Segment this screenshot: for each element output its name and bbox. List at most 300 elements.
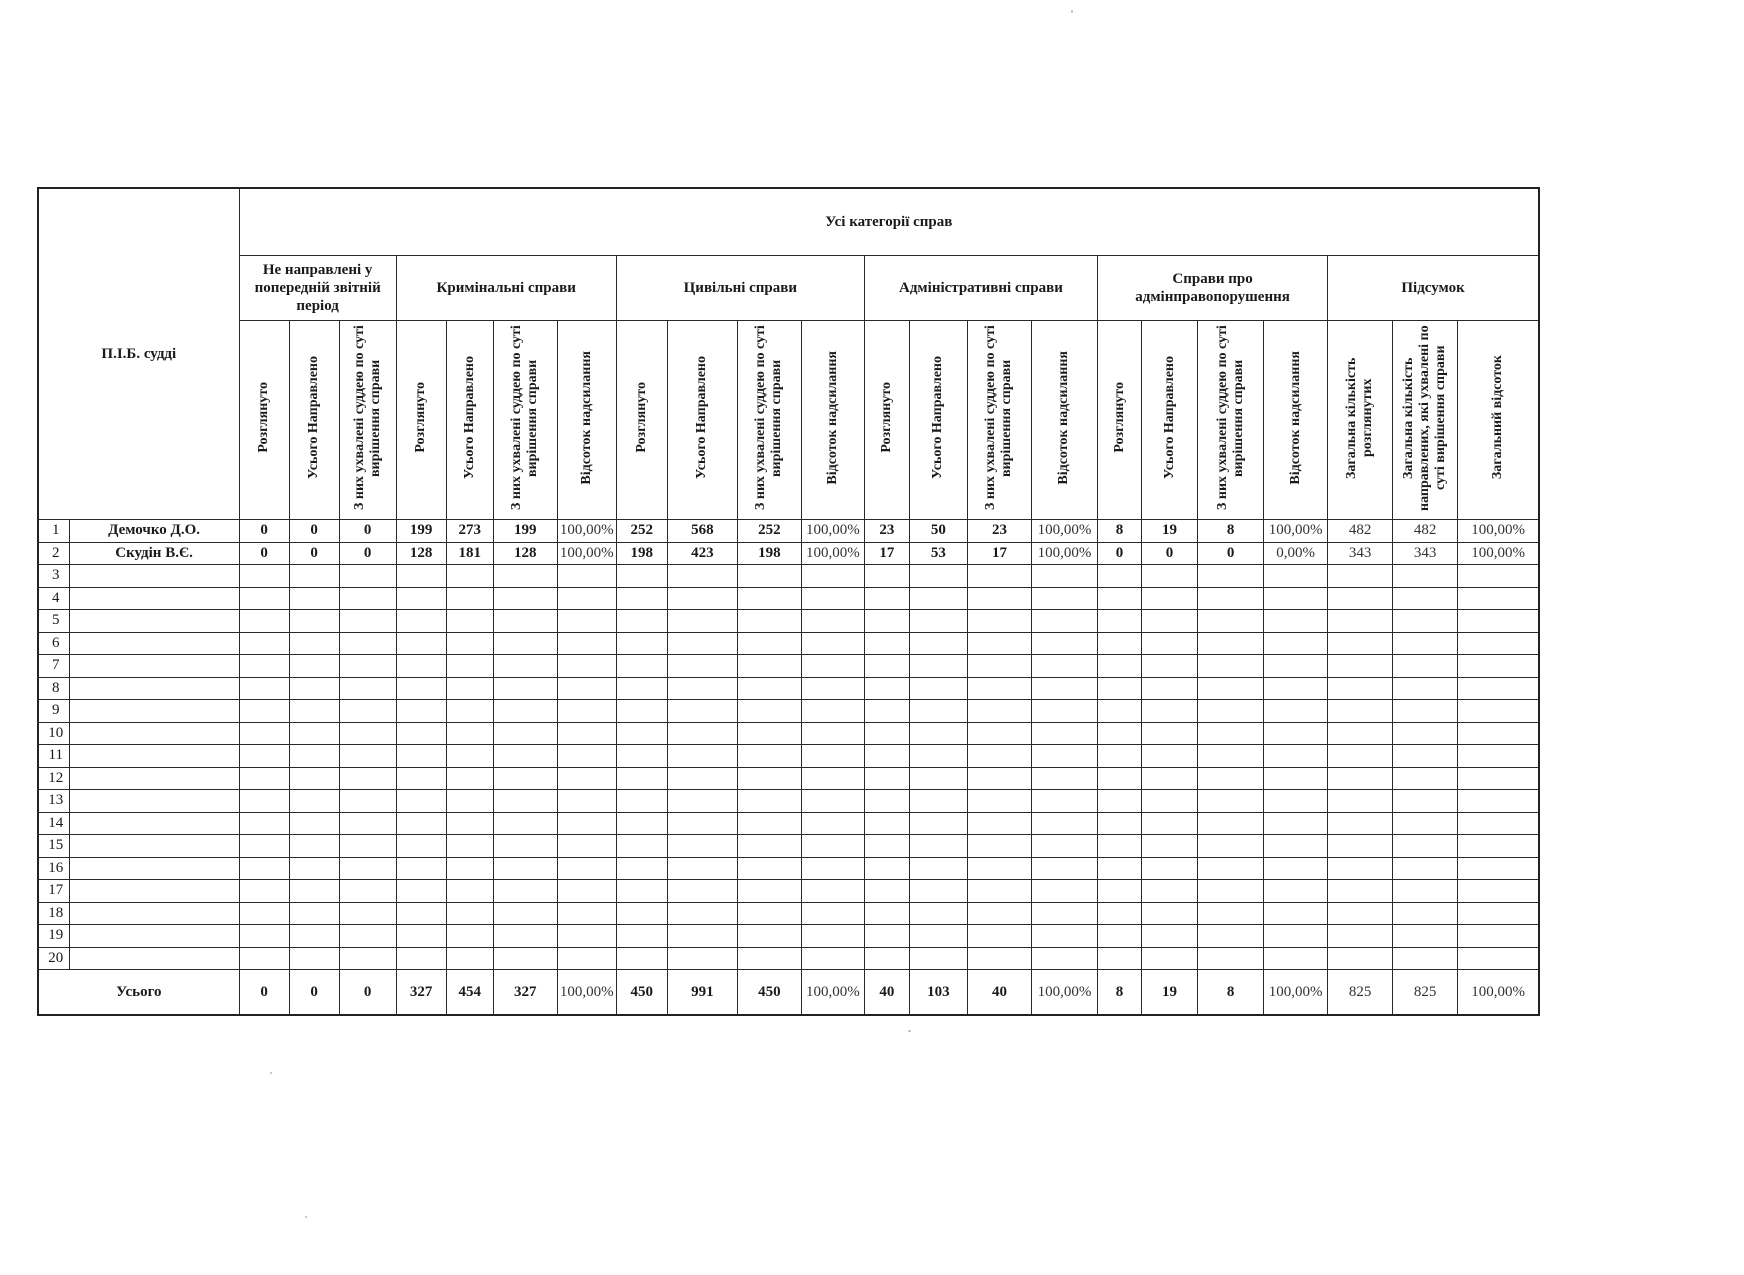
table-cell [493, 880, 557, 903]
table-cell [1393, 835, 1458, 858]
group-header-admin-offenses: Справи про адмінправопорушення [1098, 256, 1328, 321]
row-number: 6 [38, 632, 69, 655]
table-cell [864, 790, 909, 813]
table-cell [493, 812, 557, 835]
row-number: 17 [38, 880, 69, 903]
table-cell [493, 610, 557, 633]
table-cell [864, 880, 909, 903]
table-cell [239, 857, 289, 880]
table-cell [616, 902, 667, 925]
table-cell [396, 812, 446, 835]
column-header-label: Загальна кількість направлених, які ухвалені по суті вирішення справи [1401, 324, 1449, 511]
table-cell [289, 767, 339, 790]
table-cell [967, 700, 1031, 723]
table-cell [493, 700, 557, 723]
table-cell [339, 745, 396, 768]
table-cell [1142, 610, 1198, 633]
table-cell [1031, 790, 1097, 813]
table-cell [1098, 835, 1142, 858]
table-cell [1098, 587, 1142, 610]
column-header [446, 321, 493, 520]
row-number: 4 [38, 587, 69, 610]
table-row [38, 520, 1539, 543]
table-cell [289, 745, 339, 768]
table-cell [616, 587, 667, 610]
table-cell [1198, 857, 1264, 880]
table-cell [1098, 947, 1142, 970]
table-cell [616, 925, 667, 948]
table-cell [1031, 902, 1097, 925]
table-cell [864, 632, 909, 655]
column-header [864, 321, 909, 520]
table-cell [864, 812, 909, 835]
judge-name [69, 700, 239, 723]
table-cell [557, 880, 616, 903]
table-cell: 23 [864, 520, 909, 543]
table-cell [446, 677, 493, 700]
table-cell [289, 880, 339, 903]
table-cell: 0 [289, 542, 339, 565]
table-cell [1458, 677, 1539, 700]
table-cell [1198, 677, 1264, 700]
row-number: 13 [38, 790, 69, 813]
table-cell [339, 880, 396, 903]
column-header-label: Розглянуто [1111, 382, 1127, 453]
table-cell [801, 925, 864, 948]
table-cell [616, 880, 667, 903]
table-cell [493, 902, 557, 925]
table-cell [1098, 857, 1142, 880]
table-cell [557, 632, 616, 655]
table-cell [1458, 947, 1539, 970]
table-cell [1458, 587, 1539, 610]
table-cell [1458, 610, 1539, 633]
table-cell [864, 857, 909, 880]
table-cell: 100,00% [801, 520, 864, 543]
table-cell [1098, 902, 1142, 925]
total-cell: 327 [396, 970, 446, 1016]
table-cell [1198, 565, 1264, 588]
table-cell [909, 947, 967, 970]
table-cell [396, 565, 446, 588]
total-cell: 450 [737, 970, 801, 1016]
table-cell [1458, 632, 1539, 655]
table-cell: 100,00% [1458, 542, 1539, 565]
table-cell [557, 722, 616, 745]
column-header-label: Загальна кількість розглянутих [1344, 356, 1376, 479]
table-cell: 128 [493, 542, 557, 565]
table-cell [1458, 857, 1539, 880]
total-cell: 825 [1328, 970, 1393, 1016]
table-row [38, 857, 1539, 880]
total-cell: 991 [667, 970, 737, 1016]
table-cell [737, 790, 801, 813]
table-cell [737, 880, 801, 903]
group-header-administrative: Адміністративні справи [864, 256, 1097, 321]
table-cell [909, 700, 967, 723]
table-cell [1098, 925, 1142, 948]
table-cell [1142, 790, 1198, 813]
judge-name [69, 565, 239, 588]
table-cell [1264, 745, 1328, 768]
table-cell [1458, 745, 1539, 768]
table-cell [801, 722, 864, 745]
table-cell [289, 587, 339, 610]
table-cell [1142, 587, 1198, 610]
table-cell [864, 902, 909, 925]
table-cell [967, 947, 1031, 970]
table-cell [1031, 722, 1097, 745]
table-cell [801, 565, 864, 588]
table-cell [396, 925, 446, 948]
table-cell [1031, 947, 1097, 970]
table-cell [1393, 655, 1458, 678]
judge-name: Демочко Д.О. [69, 520, 239, 543]
table-cell [864, 700, 909, 723]
table-cell [967, 610, 1031, 633]
table-cell [737, 857, 801, 880]
row-number: 5 [38, 610, 69, 633]
table-cell: 0 [1098, 542, 1142, 565]
table-cell [557, 925, 616, 948]
column-header-label: З них ухвалені суддею по суті вирішення справи [753, 325, 785, 510]
table-cell [1098, 610, 1142, 633]
table-cell: 273 [446, 520, 493, 543]
table-cell [967, 722, 1031, 745]
row-number: 11 [38, 745, 69, 768]
total-cell: 0 [339, 970, 396, 1016]
table-cell [1098, 767, 1142, 790]
table-cell [339, 722, 396, 745]
judge-name [69, 812, 239, 835]
table-cell [667, 947, 737, 970]
total-cell: 8 [1198, 970, 1264, 1016]
column-header-label: Усього Направлено [1161, 356, 1177, 479]
total-cell: 454 [446, 970, 493, 1016]
column-header [667, 321, 737, 520]
table-cell [1142, 767, 1198, 790]
table-cell [909, 745, 967, 768]
table-cell: 198 [737, 542, 801, 565]
judge-name [69, 947, 239, 970]
table-cell [1328, 565, 1393, 588]
table-cell [864, 677, 909, 700]
table-cell [1198, 745, 1264, 768]
column-header-label: З них ухвалені суддею по суті вирішення справи [351, 325, 383, 510]
scan-speck [270, 1072, 272, 1074]
table-cell [737, 902, 801, 925]
table-cell [667, 880, 737, 903]
table-cell [967, 790, 1031, 813]
table-cell: 23 [967, 520, 1031, 543]
judge-name [69, 880, 239, 903]
table-cell [1393, 812, 1458, 835]
table-cell [1264, 677, 1328, 700]
table-cell [1198, 610, 1264, 633]
table-cell [1098, 745, 1142, 768]
table-cell [239, 610, 289, 633]
column-header-label: Розглянуто [878, 382, 894, 453]
table-cell [1198, 947, 1264, 970]
table-row [38, 610, 1539, 633]
total-row [38, 970, 1539, 1016]
table-cell [616, 722, 667, 745]
table-row [38, 947, 1539, 970]
table-cell [737, 925, 801, 948]
table-cell [909, 812, 967, 835]
table-cell [493, 722, 557, 745]
column-header-label: З них ухвалені суддею по суті вирішення справи [1214, 325, 1246, 510]
table-cell [493, 655, 557, 678]
table-cell [1264, 790, 1328, 813]
table-cell [557, 902, 616, 925]
table-cell [557, 677, 616, 700]
table-cell [667, 767, 737, 790]
table-cell [1328, 610, 1393, 633]
table-cell [1328, 700, 1393, 723]
table-cell [801, 610, 864, 633]
row-number: 2 [38, 542, 69, 565]
table-cell [737, 565, 801, 588]
table-cell [1142, 812, 1198, 835]
table-cell [667, 722, 737, 745]
table-cell [864, 835, 909, 858]
row-number: 16 [38, 857, 69, 880]
table-cell [737, 610, 801, 633]
table-cell [446, 565, 493, 588]
scan-speck [1071, 10, 1073, 13]
table-cell: 423 [667, 542, 737, 565]
column-header [339, 321, 396, 520]
table-cell [1328, 632, 1393, 655]
column-header [1393, 321, 1458, 520]
table-cell [909, 632, 967, 655]
table-cell [967, 812, 1031, 835]
table-cell [737, 947, 801, 970]
table-cell [616, 655, 667, 678]
column-header-label: Усього Направлено [461, 356, 477, 479]
table-cell: 0 [239, 520, 289, 543]
table-cell [1458, 565, 1539, 588]
table-cell [339, 902, 396, 925]
table-cell [1198, 880, 1264, 903]
judge-name [69, 745, 239, 768]
table-cell [557, 947, 616, 970]
group-header-criminal: Кримінальні справи [396, 256, 616, 321]
table-cell [1031, 812, 1097, 835]
table-cell [339, 587, 396, 610]
table-cell [667, 700, 737, 723]
table-cell [616, 677, 667, 700]
table-cell [1031, 880, 1097, 903]
table-cell [801, 655, 864, 678]
statistics-table [37, 187, 1540, 1016]
table-cell [1458, 880, 1539, 903]
judge-name [69, 925, 239, 948]
table-cell: 181 [446, 542, 493, 565]
table-cell [446, 902, 493, 925]
table-cell [446, 925, 493, 948]
table-row [38, 745, 1539, 768]
column-header [801, 321, 864, 520]
judge-name [69, 632, 239, 655]
table-cell [289, 857, 339, 880]
table-cell [1328, 677, 1393, 700]
column-header [737, 321, 801, 520]
table-cell: 198 [616, 542, 667, 565]
table-cell: 482 [1393, 520, 1458, 543]
group-header-civil: Цивільні справи [616, 256, 864, 321]
table-cell [737, 677, 801, 700]
table-cell [667, 655, 737, 678]
table-cell [967, 677, 1031, 700]
table-cell [289, 902, 339, 925]
table-cell [967, 767, 1031, 790]
table-cell [493, 565, 557, 588]
column-header [557, 321, 616, 520]
table-cell [1264, 655, 1328, 678]
column-header [1458, 321, 1539, 520]
table-cell [396, 902, 446, 925]
table-cell [446, 767, 493, 790]
table-cell [289, 835, 339, 858]
table-cell [339, 812, 396, 835]
table-cell [446, 812, 493, 835]
table-cell [909, 835, 967, 858]
table-row [38, 542, 1539, 565]
column-header [1031, 321, 1097, 520]
judge-name: Скудін В.Є. [69, 542, 239, 565]
table-cell [446, 655, 493, 678]
table-cell [801, 587, 864, 610]
table-cell [446, 632, 493, 655]
table-cell [1393, 790, 1458, 813]
table-cell [1458, 790, 1539, 813]
table-cell [493, 745, 557, 768]
table-cell [1098, 632, 1142, 655]
table-cell: 199 [493, 520, 557, 543]
table-cell [396, 767, 446, 790]
table-cell: 8 [1198, 520, 1264, 543]
table-cell [396, 835, 446, 858]
table-cell [737, 745, 801, 768]
table-cell [1328, 812, 1393, 835]
table-cell [737, 767, 801, 790]
table-cell [1458, 835, 1539, 858]
table-cell: 128 [396, 542, 446, 565]
table-cell: 0 [1142, 542, 1198, 565]
table-row [38, 925, 1539, 948]
table-cell [1142, 902, 1198, 925]
table-cell [909, 790, 967, 813]
table-cell [1198, 902, 1264, 925]
table-cell [493, 857, 557, 880]
judge-name [69, 790, 239, 813]
table-cell [1031, 767, 1097, 790]
table-cell [1264, 767, 1328, 790]
table-cell [1264, 835, 1328, 858]
total-cell: 100,00% [1458, 970, 1539, 1016]
judge-name [69, 655, 239, 678]
table-cell [396, 857, 446, 880]
table-cell [1031, 700, 1097, 723]
table-cell [339, 767, 396, 790]
table-cell [289, 722, 339, 745]
judge-name [69, 835, 239, 858]
table-cell [801, 632, 864, 655]
table-cell [239, 587, 289, 610]
table-cell [909, 677, 967, 700]
table-cell [616, 790, 667, 813]
table-cell [1458, 812, 1539, 835]
total-cell: 0 [239, 970, 289, 1016]
table-cell [557, 700, 616, 723]
table-cell [339, 677, 396, 700]
column-header-label: Розглянуто [256, 382, 272, 453]
table-cell [1393, 565, 1458, 588]
column-header [1142, 321, 1198, 520]
table-cell [1142, 857, 1198, 880]
table-cell [1098, 700, 1142, 723]
table-cell [1198, 925, 1264, 948]
column-header-label: Усього Направлено [694, 356, 710, 479]
table-cell [396, 745, 446, 768]
table-cell [1098, 812, 1142, 835]
table-cell: 17 [864, 542, 909, 565]
table-cell: 199 [396, 520, 446, 543]
column-header [239, 321, 289, 520]
table-cell [396, 700, 446, 723]
table-cell [557, 565, 616, 588]
table-cell [1328, 880, 1393, 903]
table-cell: 0 [339, 520, 396, 543]
table-cell [1264, 610, 1328, 633]
table-cell [289, 632, 339, 655]
table-cell [801, 947, 864, 970]
table-cell [339, 632, 396, 655]
table-cell [801, 812, 864, 835]
column-header [396, 321, 446, 520]
table-cell [557, 790, 616, 813]
table-cell: 252 [616, 520, 667, 543]
table-cell [493, 925, 557, 948]
table-cell: 0,00% [1264, 542, 1328, 565]
table-cell [557, 587, 616, 610]
table-row [38, 722, 1539, 745]
table-cell [909, 902, 967, 925]
table-cell [289, 790, 339, 813]
group-header-summary: Підсумок [1328, 256, 1539, 321]
table-cell [967, 587, 1031, 610]
column-header-label: Відсоток надсилання [1056, 350, 1072, 485]
table-cell [737, 812, 801, 835]
row-number: 8 [38, 677, 69, 700]
table-cell [864, 565, 909, 588]
column-header-label: З них ухвалені суддею по суті вирішення справи [983, 325, 1015, 510]
table-cell [864, 925, 909, 948]
table-cell [667, 835, 737, 858]
table-cell [1458, 700, 1539, 723]
column-header [289, 321, 339, 520]
table-cell [967, 857, 1031, 880]
row-number: 10 [38, 722, 69, 745]
table-cell [1458, 655, 1539, 678]
column-header [493, 321, 557, 520]
table-cell [446, 745, 493, 768]
table-cell [1142, 722, 1198, 745]
table-cell: 100,00% [557, 520, 616, 543]
column-header-label: Відсоток надсилання [1287, 350, 1303, 485]
